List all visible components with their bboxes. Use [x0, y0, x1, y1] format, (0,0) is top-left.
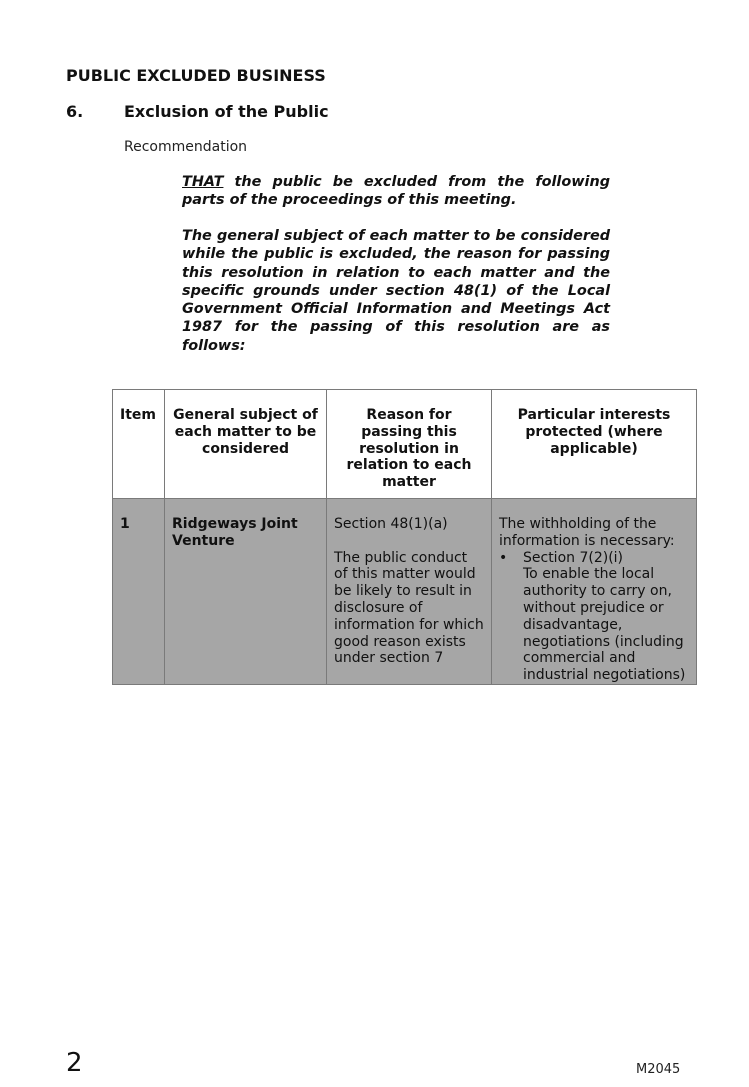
section-heading: PUBLIC EXCLUDED BUSINESS — [66, 66, 326, 85]
resolution-paragraph-1-text: the public be excluded from the following parts of the proceedings of this meeting. — [182, 174, 610, 209]
table-header-row — [113, 390, 697, 499]
resolution-that: THAT — [182, 174, 224, 190]
reason-section: Section 48(1)(a) — [334, 515, 448, 532]
bullet-icon: • — [499, 549, 508, 566]
header-subject: General subject of each matter to be considered — [165, 390, 327, 499]
resolution-paragraph-2: The general subject of each matter to be considered while the public is excluded, the reason for passing this resolution in relation to each matter and the specific grounds under section 48(1) of the Local Government Official Information and Meetings Act 1987 for the passing of this resolution are as follows: — [182, 228, 610, 354]
reason-spacer — [334, 533, 484, 550]
page-number: 2 — [66, 1048, 83, 1078]
cell-reason — [327, 498, 492, 684]
header-interests: Particular interests protected (where applicable) — [492, 390, 697, 499]
header-reason: Reason for passing this resolution in relation to each matter — [327, 390, 492, 499]
interest-intro: The withholding of the information is necessary: — [499, 515, 675, 549]
table-row — [113, 498, 697, 684]
cell-subject: Ridgeways Joint Venture — [165, 498, 327, 684]
cell-item-number: 1 — [113, 498, 165, 684]
interest-text: To enable the local authority to carry on, without prejudice or disadvantage, negotiations (including commercial and industrial negotiations) — [523, 566, 686, 684]
header-item: Item — [113, 390, 165, 499]
document-code: M2045 — [636, 1062, 681, 1077]
reason-text: The public conduct of this matter would be likely to result in disclosure of information for which good reason exists under section 7 — [334, 549, 484, 667]
recommendation-label: Recommendation — [124, 139, 248, 155]
interest-section: Section 7(2)(i) — [523, 549, 624, 566]
resolution-paragraph-1 — [182, 173, 610, 210]
exclusion-grounds-table — [112, 389, 697, 685]
item-number: 6. — [66, 102, 84, 121]
interest-bullet-item — [499, 550, 689, 684]
cell-interests — [492, 498, 697, 684]
item-title: Exclusion of the Public — [124, 102, 329, 121]
